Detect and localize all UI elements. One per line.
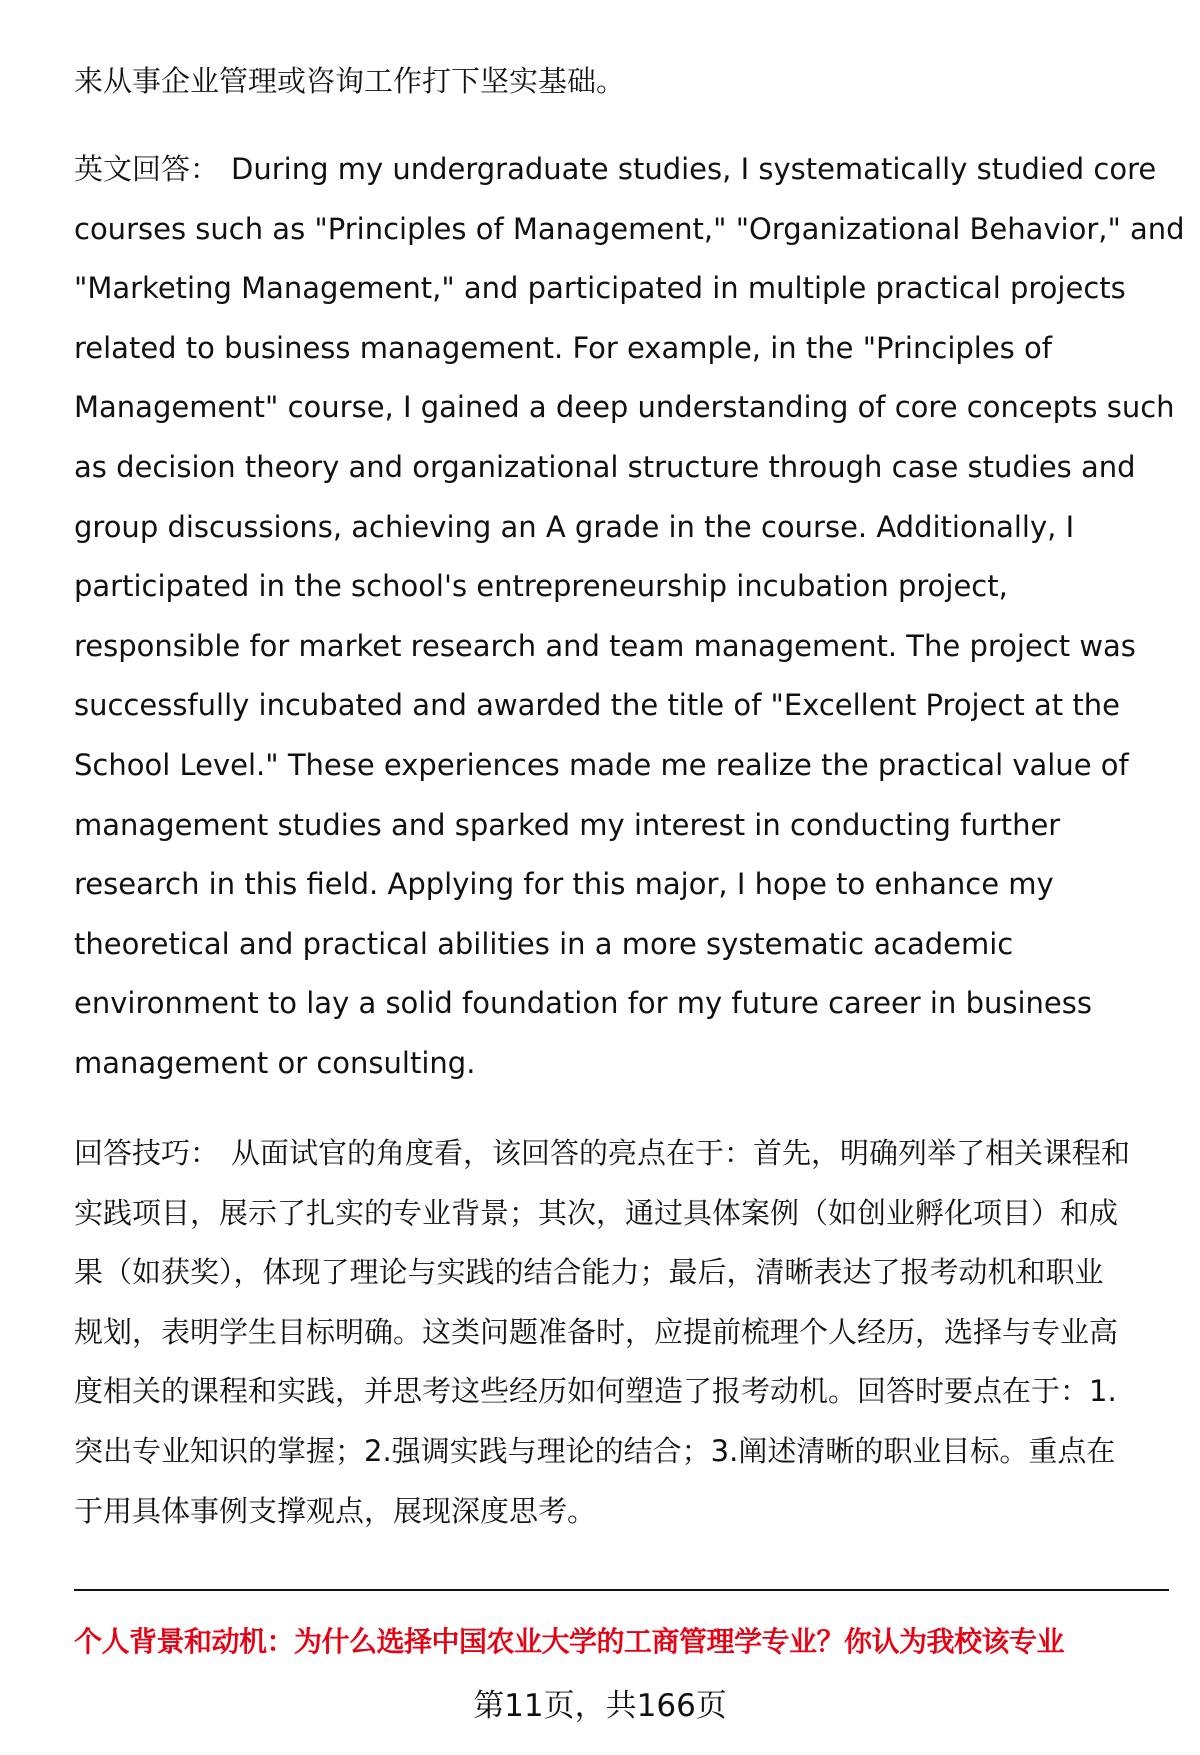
text-line (74, 1124, 1174, 1184)
text-line: School Level." These experiences made me realize the practical value of (74, 747, 1129, 782)
text-line: 度相关的课程和实践，并思考这些经历如何塑造了报考动机。回答时要点在于：1. (74, 1374, 1117, 1409)
text-line-content: During my undergraduate studies, I systematically studied core (231, 152, 1157, 186)
text-line: 来从事企业管理或咨询工作打下坚实基础。 (74, 64, 626, 98)
text-line-content: 从面试官的角度看，该回答的亮点在于：首先，明确列举了相关课程和 (231, 1136, 1131, 1170)
text-line: responsible for market research and team management. The project was (74, 628, 1136, 663)
english-answer-label: 英文回答： (74, 152, 220, 186)
text-line: as decision theory and organizational structure through case studies and (74, 449, 1136, 484)
paragraph-english-answer (74, 140, 1185, 1094)
question-heading: 个人背景和动机：为什么选择中国农业大学的工商管理学专业？你认为我校该专业 (74, 1625, 1065, 1658)
paragraph-intro-end (74, 52, 1174, 112)
divider (74, 1589, 1169, 1591)
text-line: courses such as "Principles of Management," "Organizational Behavior," and (74, 211, 1185, 246)
text-line: environment to lay a solid foundation for my future career in business (74, 986, 1092, 1021)
text-line: 规划，表明学生目标明确。这类问题准备时，应提前梳理个人经历，选择与专业高 (74, 1314, 1119, 1349)
text-line: participated in the school's entrepreneurship incubation project, (74, 569, 1008, 604)
text-line: related to business management. For example, in the "Principles of (74, 330, 1052, 365)
text-line: theoretical and practical abilities in a more systematic academic (74, 926, 1014, 961)
text-line (74, 140, 1174, 200)
text-line: management studies and sparked my interest in conducting further (74, 807, 1061, 842)
text-line: management or consulting. (74, 1045, 476, 1080)
text-line: 实践项目，展示了扎实的专业背景；其次，通过具体案例（如创业孵化项目）和成 (74, 1195, 1119, 1230)
answer-tips-label: 回答技巧： (74, 1136, 220, 1170)
page-number: 第11页，共166页 (473, 1688, 727, 1724)
text-line: 于用具体事例支撑观点，展现深度思考。 (74, 1493, 597, 1528)
text-line: 突出专业知识的掌握；2.强调实践与理论的结合；3.阐述清晰的职业目标。重点在 (74, 1433, 1116, 1468)
paragraph-answer-tips (74, 1124, 1174, 1541)
text-line: group discussions, achieving an A grade in the course. Additionally, I (74, 509, 1075, 544)
text-line: 果（如获奖），体现了理论与实践的结合能力；最后，清晰表达了报考动机和职业 (74, 1255, 1104, 1290)
text-line: successfully incubated and awarded the title of "Excellent Project at the (74, 688, 1120, 723)
text-line: "Marketing Management," and participated in multiple practical projects (74, 271, 1126, 306)
text-line: Management" course, I gained a deep understanding of core concepts such (74, 390, 1175, 425)
text-line: research in this field. Applying for this major, I hope to enhance my (74, 867, 1054, 902)
